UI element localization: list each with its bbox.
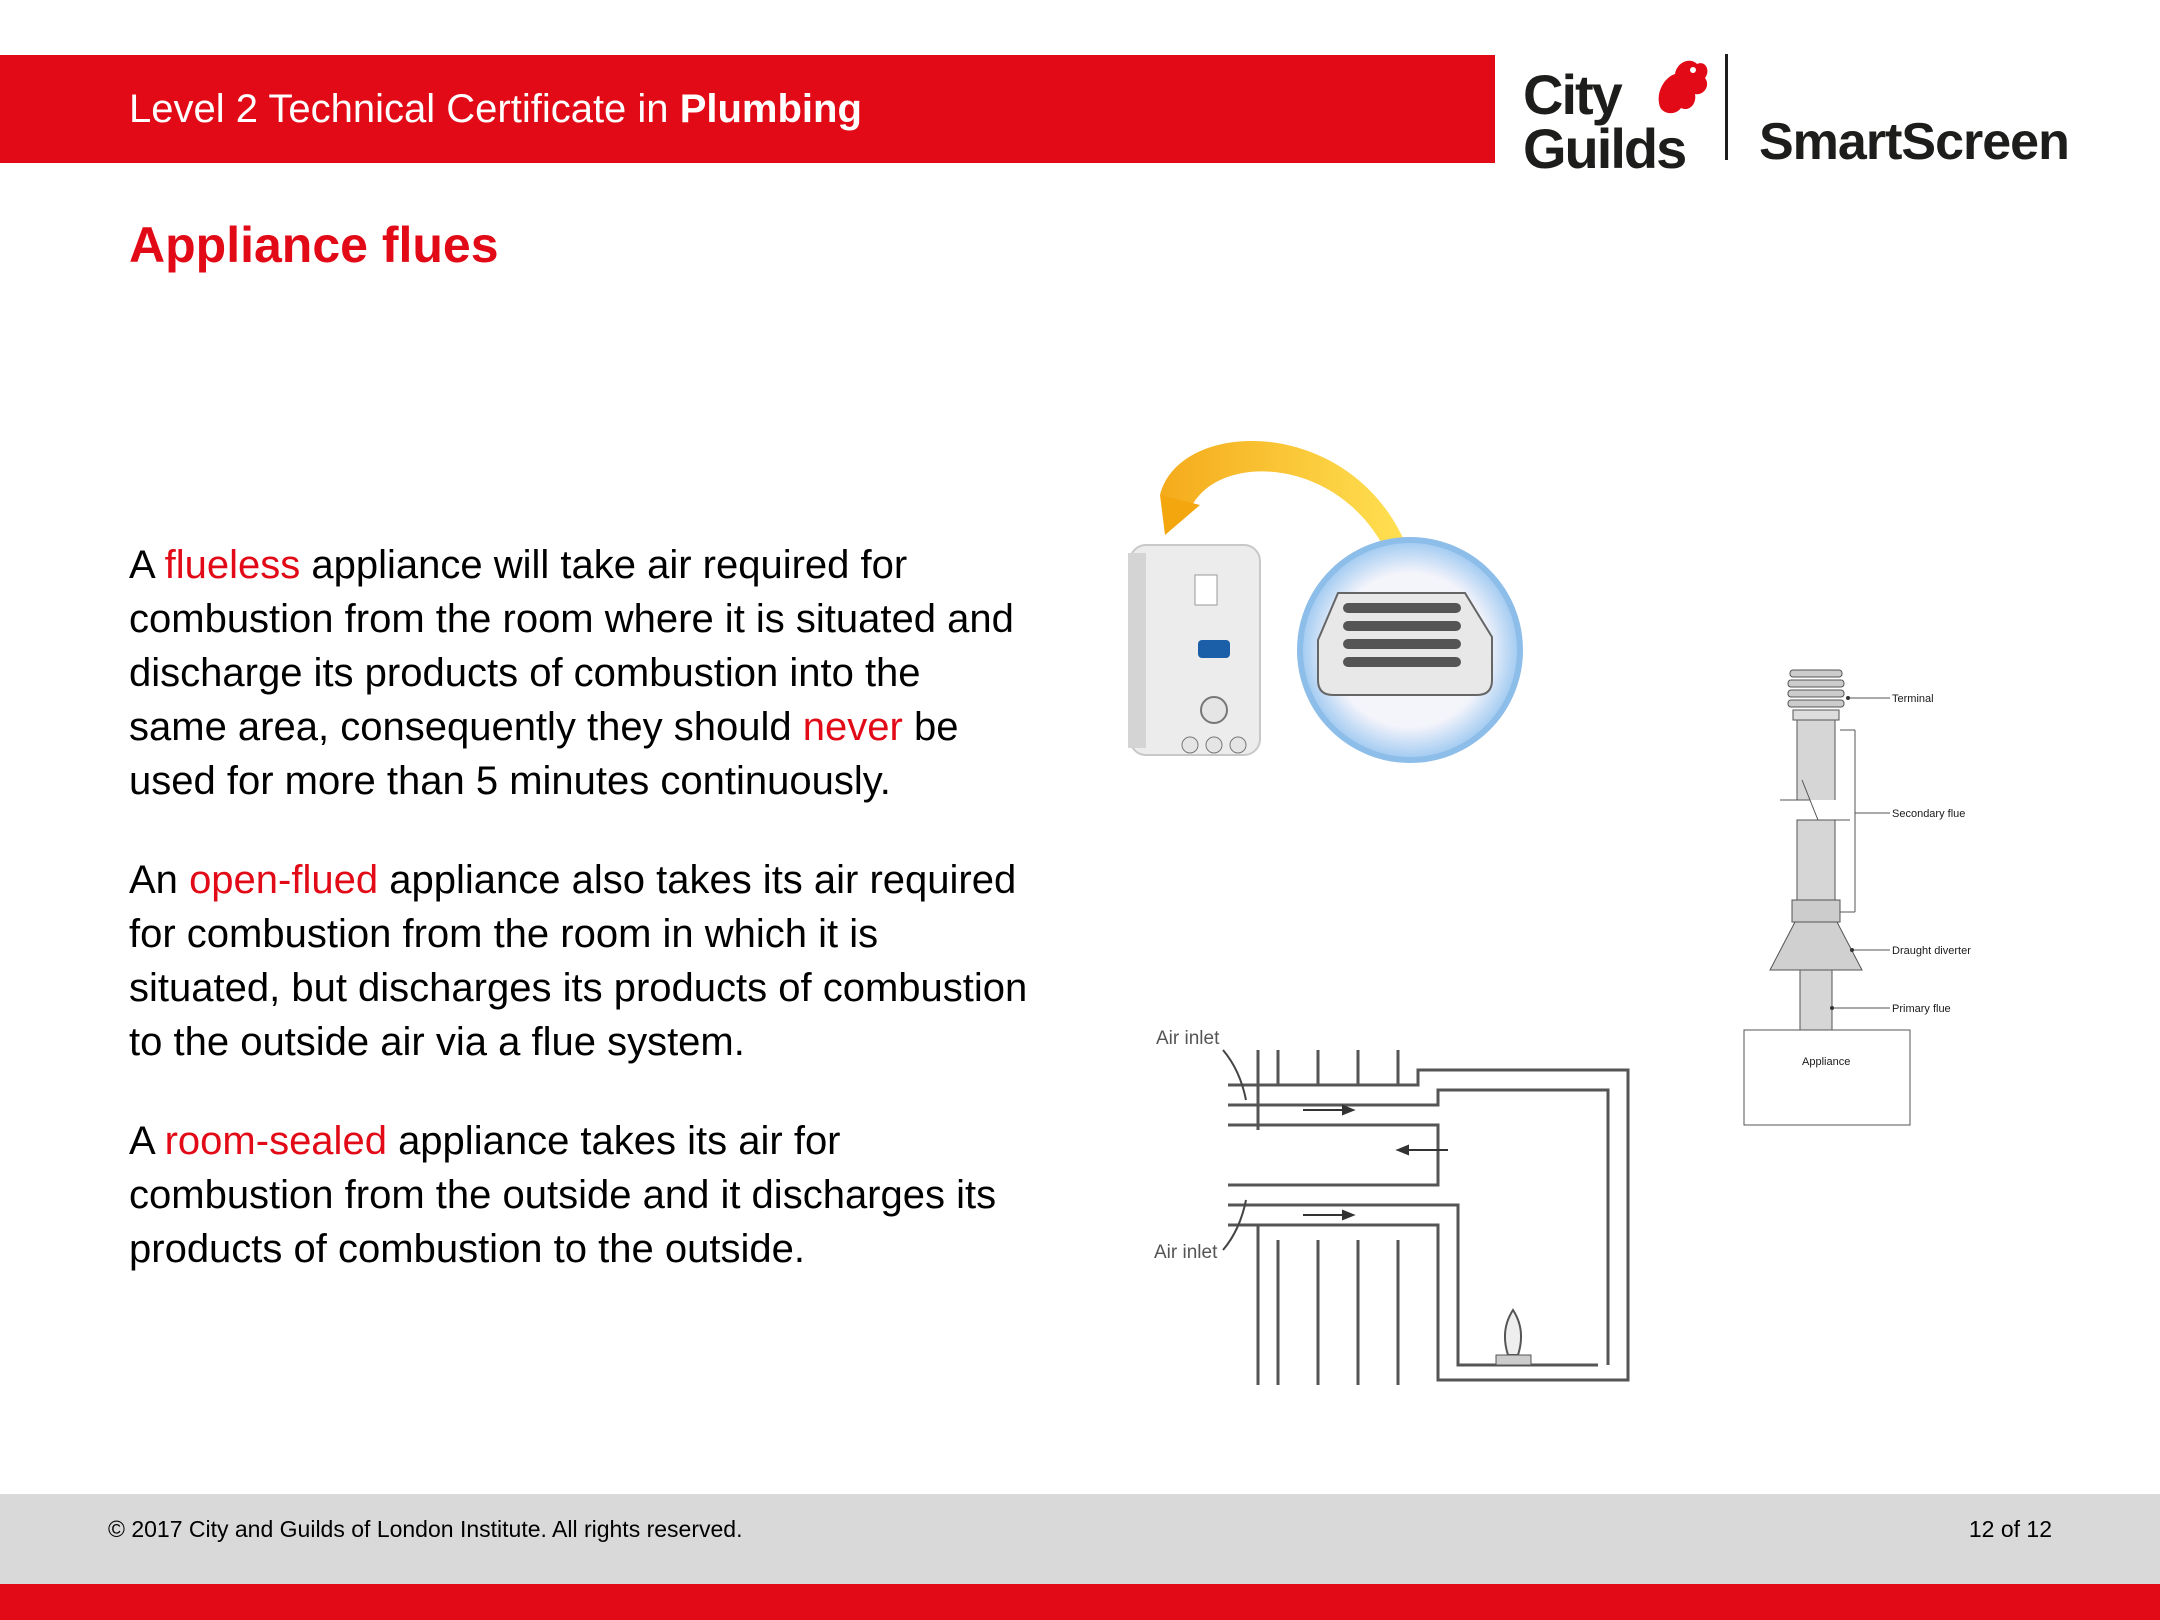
- course-subject: Plumbing: [679, 87, 862, 131]
- city-guilds-smartscreen-logo: [1515, 50, 2075, 180]
- label-draught-diverter: Draught diverter: [1892, 945, 1971, 957]
- label-air-inlet-top: Air inlet: [1156, 1028, 1220, 1049]
- paragraph-open-flued: [129, 853, 1029, 1069]
- room-sealed-diagram: [1128, 1010, 1668, 1410]
- keyword-room-sealed: room-sealed: [164, 1119, 387, 1163]
- paragraph-flueless: [129, 538, 1029, 808]
- flueless-water-heater-image: [1120, 425, 1540, 765]
- logo-brand-wordmark: City Guilds: [1523, 63, 1686, 180]
- paragraph-text: A: [129, 543, 154, 587]
- keyword-open-flued: open-flued: [189, 858, 379, 902]
- paragraph-text: appliance takes its air for combustion from the outside and it discharges its products of combustion to the outside.: [129, 1119, 997, 1271]
- label-secondary-flue: Secondary flue: [1892, 808, 1966, 820]
- keyword-flueless: flueless: [164, 543, 301, 587]
- bottom-strip: [0, 1584, 2160, 1620]
- paragraph-text: appliance will take air required for combustion from the room where it is situated and discharge its products of combustion into the same area, consequently they should: [129, 543, 1014, 749]
- label-appliance: Appliance: [1802, 1056, 1851, 1068]
- paragraph-text: A: [129, 1119, 154, 1163]
- course-prefix: Level 2 Technical Certificate in: [129, 87, 669, 131]
- paragraph-text: be used for more than 5 minutes continuously.: [129, 705, 959, 803]
- paragraph-text: appliance also takes its air required for combustion from the room in which it is situated, but discharges its products of combustion to the outside air via a flue system.: [129, 858, 1028, 1064]
- label-air-inlet-bottom: Air inlet: [1154, 1242, 1218, 1263]
- body-text: [129, 538, 1029, 1321]
- paragraph-text: An: [129, 858, 178, 902]
- paragraph-room-sealed: [129, 1114, 1029, 1276]
- logo-divider: [1725, 54, 1728, 160]
- label-terminal: Terminal: [1892, 693, 1934, 705]
- label-primary-flue: Primary flue: [1892, 1003, 1951, 1015]
- logo-product: SmartScreen: [1759, 113, 2069, 171]
- page-number: 12 of 12: [1968, 1516, 2052, 1542]
- keyword-never: never: [802, 705, 903, 749]
- course-title: [129, 87, 862, 132]
- open-flue-diagram: [1740, 660, 2010, 1135]
- copyright-text: © 2017 City and Guilds of London Institute. All rights reserved.: [108, 1516, 743, 1542]
- slide-title: Appliance flues: [129, 217, 499, 273]
